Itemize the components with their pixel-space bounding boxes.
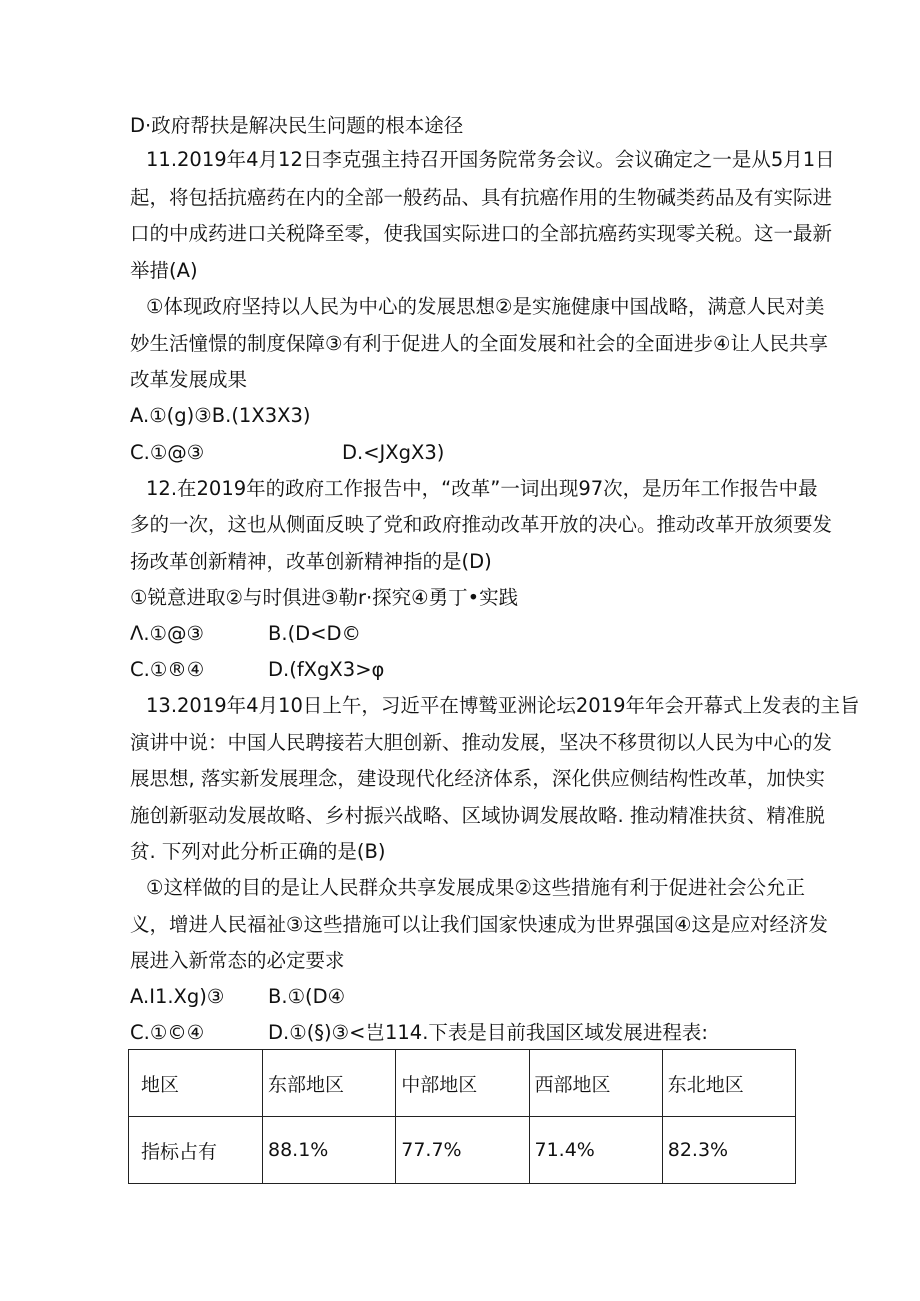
question-13-statement-1: ①这样做的目的是让人民群众共享发展成果②这些措施有利于促进社会公允正	[146, 876, 805, 899]
question-11-line-4: 举措(A)	[130, 259, 198, 282]
question-13-line-3: 展思想, 落实新发展理念，建设现代化经济体系，深化供应侧结构性改革，加快实	[130, 767, 825, 790]
question-13-option-d-and-question-14: D.①(§)③<岂114.下表是目前我国区域发展进程表:	[268, 1021, 708, 1044]
question-13-option-a: A.I1.Xg)③	[130, 985, 225, 1008]
question-11-line-2: 起，将包括抗癌药在内的全部一般药品、具有抗癌作用的生物碱类药品及有实际进	[130, 186, 833, 209]
question-13-statement-3: 展进入新常态的必定要求	[130, 949, 345, 972]
question-13-option-b: B.①(D④	[268, 985, 346, 1008]
region-development-table	[128, 1049, 796, 1184]
question-11-option-c: C.①@③	[130, 441, 205, 464]
table-row	[129, 1117, 796, 1184]
question-13-line-1: 13.2019年4月10日上午，习近平在博鹫亚洲论坛2019年年会开幕式上发表的主旨	[146, 694, 860, 717]
table-cell: 东部地区	[263, 1050, 396, 1117]
table-cell: 东北地区	[662, 1050, 795, 1117]
question-11-statement-3: 改革发展成果	[130, 368, 248, 391]
option-d-line: D·政府帮扶是解决民生问题的根本途径	[130, 114, 464, 137]
question-12-option-b: B.(D<D©	[268, 622, 362, 645]
question-13-line-2: 演讲中说：中国人民聘接若大胆创新、推动发展，坚决不移贯彻以人民为中心的发	[130, 731, 833, 754]
question-12-line-1: 12.在2019年的政府工作报告中，“改革”一词出现97次，是历年工作报告中最	[146, 477, 818, 500]
table-cell: 77.7%	[396, 1117, 529, 1184]
table-cell: 82.3%	[662, 1117, 795, 1184]
question-12-statements: ①锐意进取②与时俱进③勒r·探究④勇丁•实践	[130, 586, 519, 609]
question-11-statement-2: 妙生活憧憬的制度保障③有利于促进人的全面发展和社会的全面进步④让人民共享	[130, 332, 828, 355]
question-11-line-1: 11.2019年4月12日李克强主持召开国务院常务会议。会议确定之一是从5月1日	[146, 148, 835, 171]
question-12-line-3: 扬改革创新精神，改革创新精神指的是(D)	[130, 550, 492, 573]
question-13-option-c: C.①©④	[130, 1021, 205, 1044]
question-12-option-a: Λ.①@③	[130, 622, 205, 645]
question-11-option-ab: A.①(g)③B.(1X3X3)	[130, 404, 311, 427]
table-cell: 中部地区	[396, 1050, 529, 1117]
question-11-option-d: D.<JXgX3)	[342, 441, 445, 464]
question-11-statement-1: ①体现政府坚持以人民为中心的发展思想②是实施健康中国战略，满意人民对美	[146, 295, 825, 318]
question-13-statement-2: 义，增进人民福祉③这些措施可以让我们国家快速成为世界强国④这是应对经济发	[130, 913, 828, 936]
table-cell: 指标占有	[129, 1117, 263, 1184]
table-cell: 88.1%	[263, 1117, 396, 1184]
question-12-line-2: 多的一次，这也从侧面反映了党和政府推动改革开放的决心。推动改革开放须要发	[130, 513, 833, 536]
question-13-line-4: 施创新驱动发展故略、乡村振兴战略、区域协调发展故略. 推动精准扶贫、精准脱	[130, 804, 825, 827]
question-12-option-c: C.①®④	[130, 658, 205, 681]
question-13-line-5: 贫. 下列对此分析正确的是(B)	[130, 840, 386, 863]
table-cell: 地区	[129, 1050, 263, 1117]
question-11-line-3: 口的中成药进口关税降至零，使我国实际进口的全部抗癌药实现零关税。这一最新	[130, 222, 833, 245]
question-12-option-d: D.(fXgX3>φ	[268, 658, 385, 681]
table-cell: 71.4%	[529, 1117, 662, 1184]
table-header-row	[129, 1050, 796, 1117]
table-cell: 西部地区	[529, 1050, 662, 1117]
